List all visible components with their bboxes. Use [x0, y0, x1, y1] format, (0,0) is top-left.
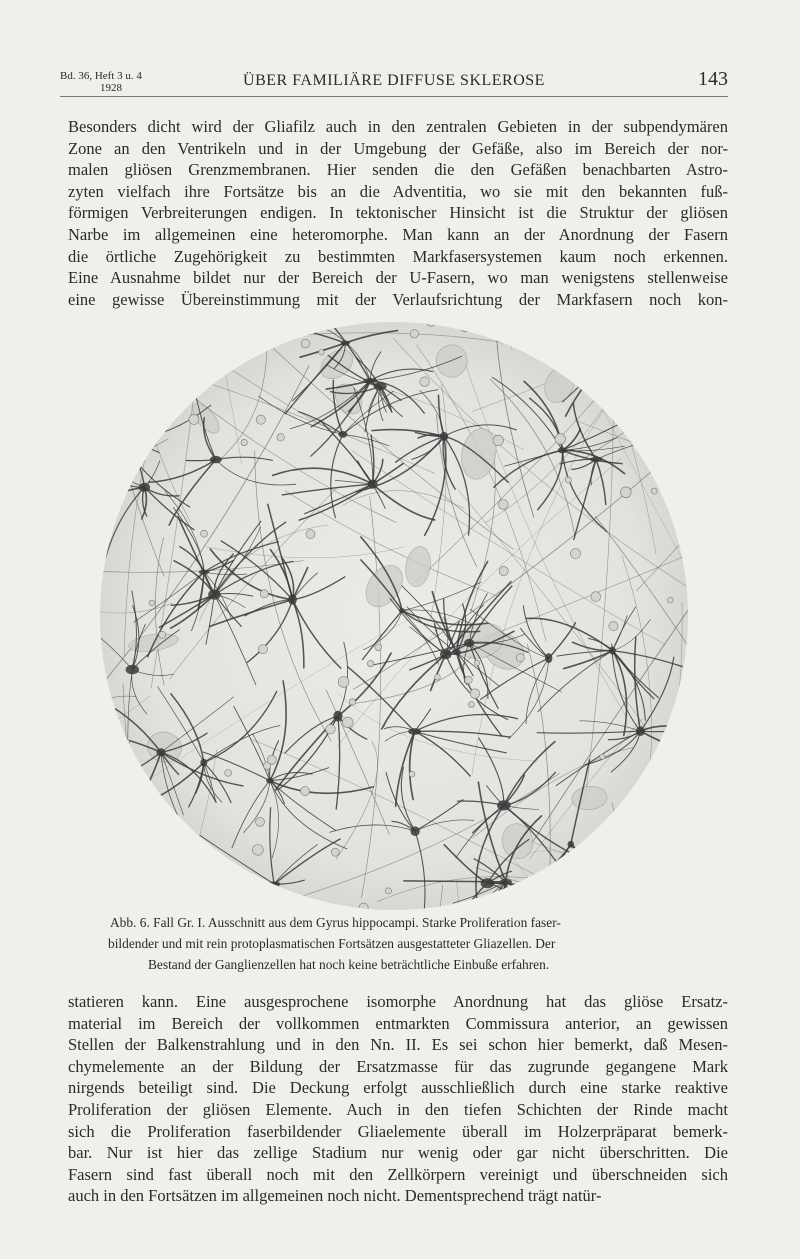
caption-line: Bestand der Ganglienzellen hat noch keine beträchtliche Einbuße erfahren.	[148, 957, 550, 972]
page-header	[60, 66, 728, 98]
nucleus	[225, 770, 232, 777]
cell-process	[121, 418, 163, 440]
nucleus	[474, 660, 479, 665]
nucleus	[565, 477, 571, 483]
nucleus	[493, 435, 503, 445]
nucleus	[343, 717, 354, 728]
text-line: bar. Nur ist hier das zellige Stadium nur wenig oder gar nicht überschritten. Die	[68, 1143, 728, 1163]
text-line: chymelemente an der Bildung der Ersatzmasse für das zugrunde gegangene Mark	[68, 1056, 728, 1076]
astrocyte-body	[333, 711, 342, 722]
header-rule	[60, 96, 728, 97]
cell-process	[628, 318, 664, 338]
micrograph-figure	[96, 318, 692, 914]
text-line: malen gliösen Grenzmembranen. Hier senden die den Gefäßen benachbarten Astro-	[68, 160, 728, 180]
astrocyte-body	[208, 589, 220, 599]
paragraph-bottom	[68, 991, 728, 1207]
cell-process	[506, 882, 552, 914]
astrocyte-body	[156, 748, 165, 756]
cell-process	[96, 440, 121, 486]
cell-process	[571, 844, 632, 901]
cell-process	[563, 338, 628, 402]
cell-process	[250, 884, 275, 914]
nucleus	[277, 434, 284, 441]
text-line: Narbe im allgemeinen eine heteromorphe. Man kann an der Anordnung der Fasern	[68, 224, 728, 244]
nucleus	[516, 654, 524, 662]
nucleus	[96, 873, 103, 880]
paragraph-top	[68, 116, 728, 310]
nucleus	[498, 500, 508, 510]
text-line: eine gewisse Übereinstimmung mit der Verlaufsrichtung der Markfasern noch kon-	[68, 289, 728, 309]
nucleus	[140, 781, 148, 789]
text-line: Stellen der Balkenstrahlung und in den Nn. II. Es sei schon hier bemerkt, daß Mesen-	[68, 1035, 728, 1055]
text-line: sich die Proliferation faserbildender Gliaelemente überall im Holzerpräparat bemerk-	[68, 1121, 728, 1141]
cell-process	[628, 338, 639, 412]
text-line: Eine Ausnahme bildet nur der Bereich der U-Fasern, wo man wenigstens stellenweise	[68, 268, 728, 288]
astrocyte-body	[139, 483, 150, 492]
nucleus	[629, 815, 636, 822]
fibre	[612, 803, 691, 914]
nucleus	[267, 755, 276, 764]
nucleus	[435, 674, 441, 680]
text-line: förmigen Verbreiterungen endigen. In tektonischer Hinsicht ist die Struktur der gliösen	[68, 203, 728, 223]
nucleus	[146, 352, 156, 362]
cell-process	[96, 374, 121, 440]
nucleus	[359, 903, 368, 912]
journal-volume-issue: Bd. 36, Heft 3 u. 4	[60, 70, 142, 82]
nucleus	[682, 324, 692, 334]
astrocyte-body	[500, 879, 512, 885]
astrocyte-body	[636, 726, 645, 736]
text-line: die örtliche Zugehörigkeit zu bestimmten Markfasersystemen kaum noch erkennen.	[68, 246, 728, 266]
astrocyte-body	[210, 456, 222, 463]
nucleus	[167, 334, 174, 341]
nucleus	[241, 439, 247, 445]
nucleus	[649, 883, 657, 891]
running-title: ÜBER FAMILIÄRE DIFFUSE SKLEROSE	[243, 72, 545, 89]
nucleus	[124, 739, 129, 744]
nucleus	[609, 622, 618, 631]
nucleus	[253, 845, 264, 856]
astrocyte-body	[338, 431, 347, 438]
text-line: Fasern sind fast überall noch mit den Zellkörpern vereinigt und überschneiden sich	[68, 1164, 728, 1184]
astrocyte-body	[126, 665, 139, 675]
nucleus	[375, 644, 382, 651]
cell-process	[404, 881, 506, 882]
fibre	[622, 812, 692, 831]
nucleus	[410, 330, 418, 338]
cell-process	[571, 844, 602, 895]
nucleus	[201, 530, 208, 537]
nucleus	[409, 771, 415, 777]
nucleus	[326, 724, 336, 734]
nucleus	[427, 318, 435, 326]
nucleus	[469, 702, 475, 708]
cell-process	[96, 391, 121, 440]
text-line: auch in den Fortsätzen im allgemeinen noch nicht. Dementsprechend trägt natür-	[68, 1186, 602, 1206]
astrocyte-body	[368, 480, 378, 489]
cell-process	[628, 318, 660, 338]
text-line: Besonders dicht wird der Gliafilz auch in den zentralen Gebieten in der subpendymären	[68, 117, 728, 136]
cell-process	[538, 330, 628, 343]
nucleus	[260, 590, 268, 598]
nucleus	[301, 787, 310, 796]
astrocyte-body	[568, 841, 575, 848]
fibre	[673, 481, 693, 491]
astrocyte-body	[408, 728, 421, 735]
text-line: Proliferation der gliösen Elemente. Auch in den tiefen Schichten der Rinde macht	[68, 1099, 728, 1119]
astrocyte-body	[268, 881, 281, 886]
nucleus	[258, 645, 267, 654]
text-line: material im Bereich der vollkommen entmarkten Commissura anterior, an gewissen	[68, 1013, 728, 1033]
caption-line: Abb. 6. Fall Gr. I. Ausschnitt aus dem Gyrus hippocampi. Starke Proliferation faser-	[110, 915, 561, 930]
text-line: statieren kann. Eine ausgesprochene isomorphe Anordnung hat das gliöse Ersatz-	[68, 992, 728, 1011]
nucleus	[620, 487, 631, 498]
cell-process	[628, 319, 656, 338]
text-line: nirgends beteiligt sind. Die Deckung erfolgt ausschließlich durch eine starke reaktive	[68, 1078, 728, 1098]
cell-process	[628, 318, 692, 338]
fibre	[111, 318, 128, 421]
astrocyte-body	[609, 647, 616, 655]
astrocyte-body	[341, 340, 350, 345]
nucleus	[331, 848, 339, 856]
nucleus	[301, 339, 310, 348]
nucleus	[385, 888, 391, 894]
caption-line: bildender und mit rein protoplasmatischen Fortsätzen ausgestatteter Gliazellen. Der	[108, 936, 556, 951]
nucleus	[499, 566, 508, 575]
nucleus	[460, 321, 471, 332]
cell-process	[628, 338, 655, 346]
text-line: zyten vielfach ihre Fortsätze bis an die Adventitia, wo sie mit den bekannten fuß-	[68, 181, 728, 201]
nucleus	[465, 676, 473, 684]
astrocyte-body	[288, 594, 297, 604]
astrocyte-body	[497, 800, 511, 810]
astrocyte-body	[266, 778, 274, 784]
nucleus	[157, 341, 163, 347]
astrocyte-body	[374, 382, 387, 391]
nucleus	[149, 600, 155, 606]
nucleus	[555, 434, 566, 445]
text-line: Zone an den Ventrikeln und in der Umgebung der Gefäße, also im Bereich der nor-	[68, 138, 728, 158]
nucleus	[668, 597, 674, 603]
astrocyte-body	[440, 432, 449, 441]
cell-process	[532, 338, 628, 348]
figure-caption	[100, 912, 700, 975]
fibre	[570, 841, 692, 914]
nucleus	[306, 530, 315, 539]
nucleus	[651, 488, 657, 494]
nucleus	[256, 415, 265, 424]
nucleus	[349, 699, 355, 705]
nucleus	[256, 817, 265, 826]
page-number: 143	[698, 68, 728, 90]
nucleus	[420, 377, 430, 387]
nucleus	[319, 350, 325, 356]
nucleus	[159, 631, 166, 638]
astrocyte-body	[200, 759, 207, 767]
fibre	[576, 318, 692, 380]
nucleus	[470, 689, 480, 699]
astrocyte-body	[481, 878, 495, 888]
fibre	[665, 352, 692, 447]
nucleus	[338, 677, 349, 688]
nucleus	[367, 660, 373, 666]
nucleus	[600, 754, 605, 759]
journal-year: 1928	[100, 82, 122, 94]
nucleus	[156, 397, 167, 408]
fibre	[96, 318, 141, 319]
astrocyte-body	[625, 334, 631, 342]
glia-micrograph-drawing	[96, 318, 692, 914]
cell-process	[567, 330, 628, 338]
cell-process	[268, 884, 274, 914]
fibre	[611, 318, 692, 415]
fibre	[469, 318, 586, 328]
astrocyte-body	[452, 649, 461, 655]
astrocyte-body	[114, 435, 127, 444]
astrocyte-body	[464, 639, 474, 647]
astrocyte-body	[545, 653, 552, 663]
astrocyte-body	[558, 447, 567, 453]
astrocyte-body	[410, 826, 419, 836]
cell-process	[96, 440, 121, 481]
nucleus	[571, 549, 581, 559]
fibre	[96, 336, 214, 392]
nucleus	[591, 592, 601, 602]
nucleus	[189, 414, 199, 424]
cell-process	[96, 438, 121, 441]
cell-process	[628, 318, 676, 338]
